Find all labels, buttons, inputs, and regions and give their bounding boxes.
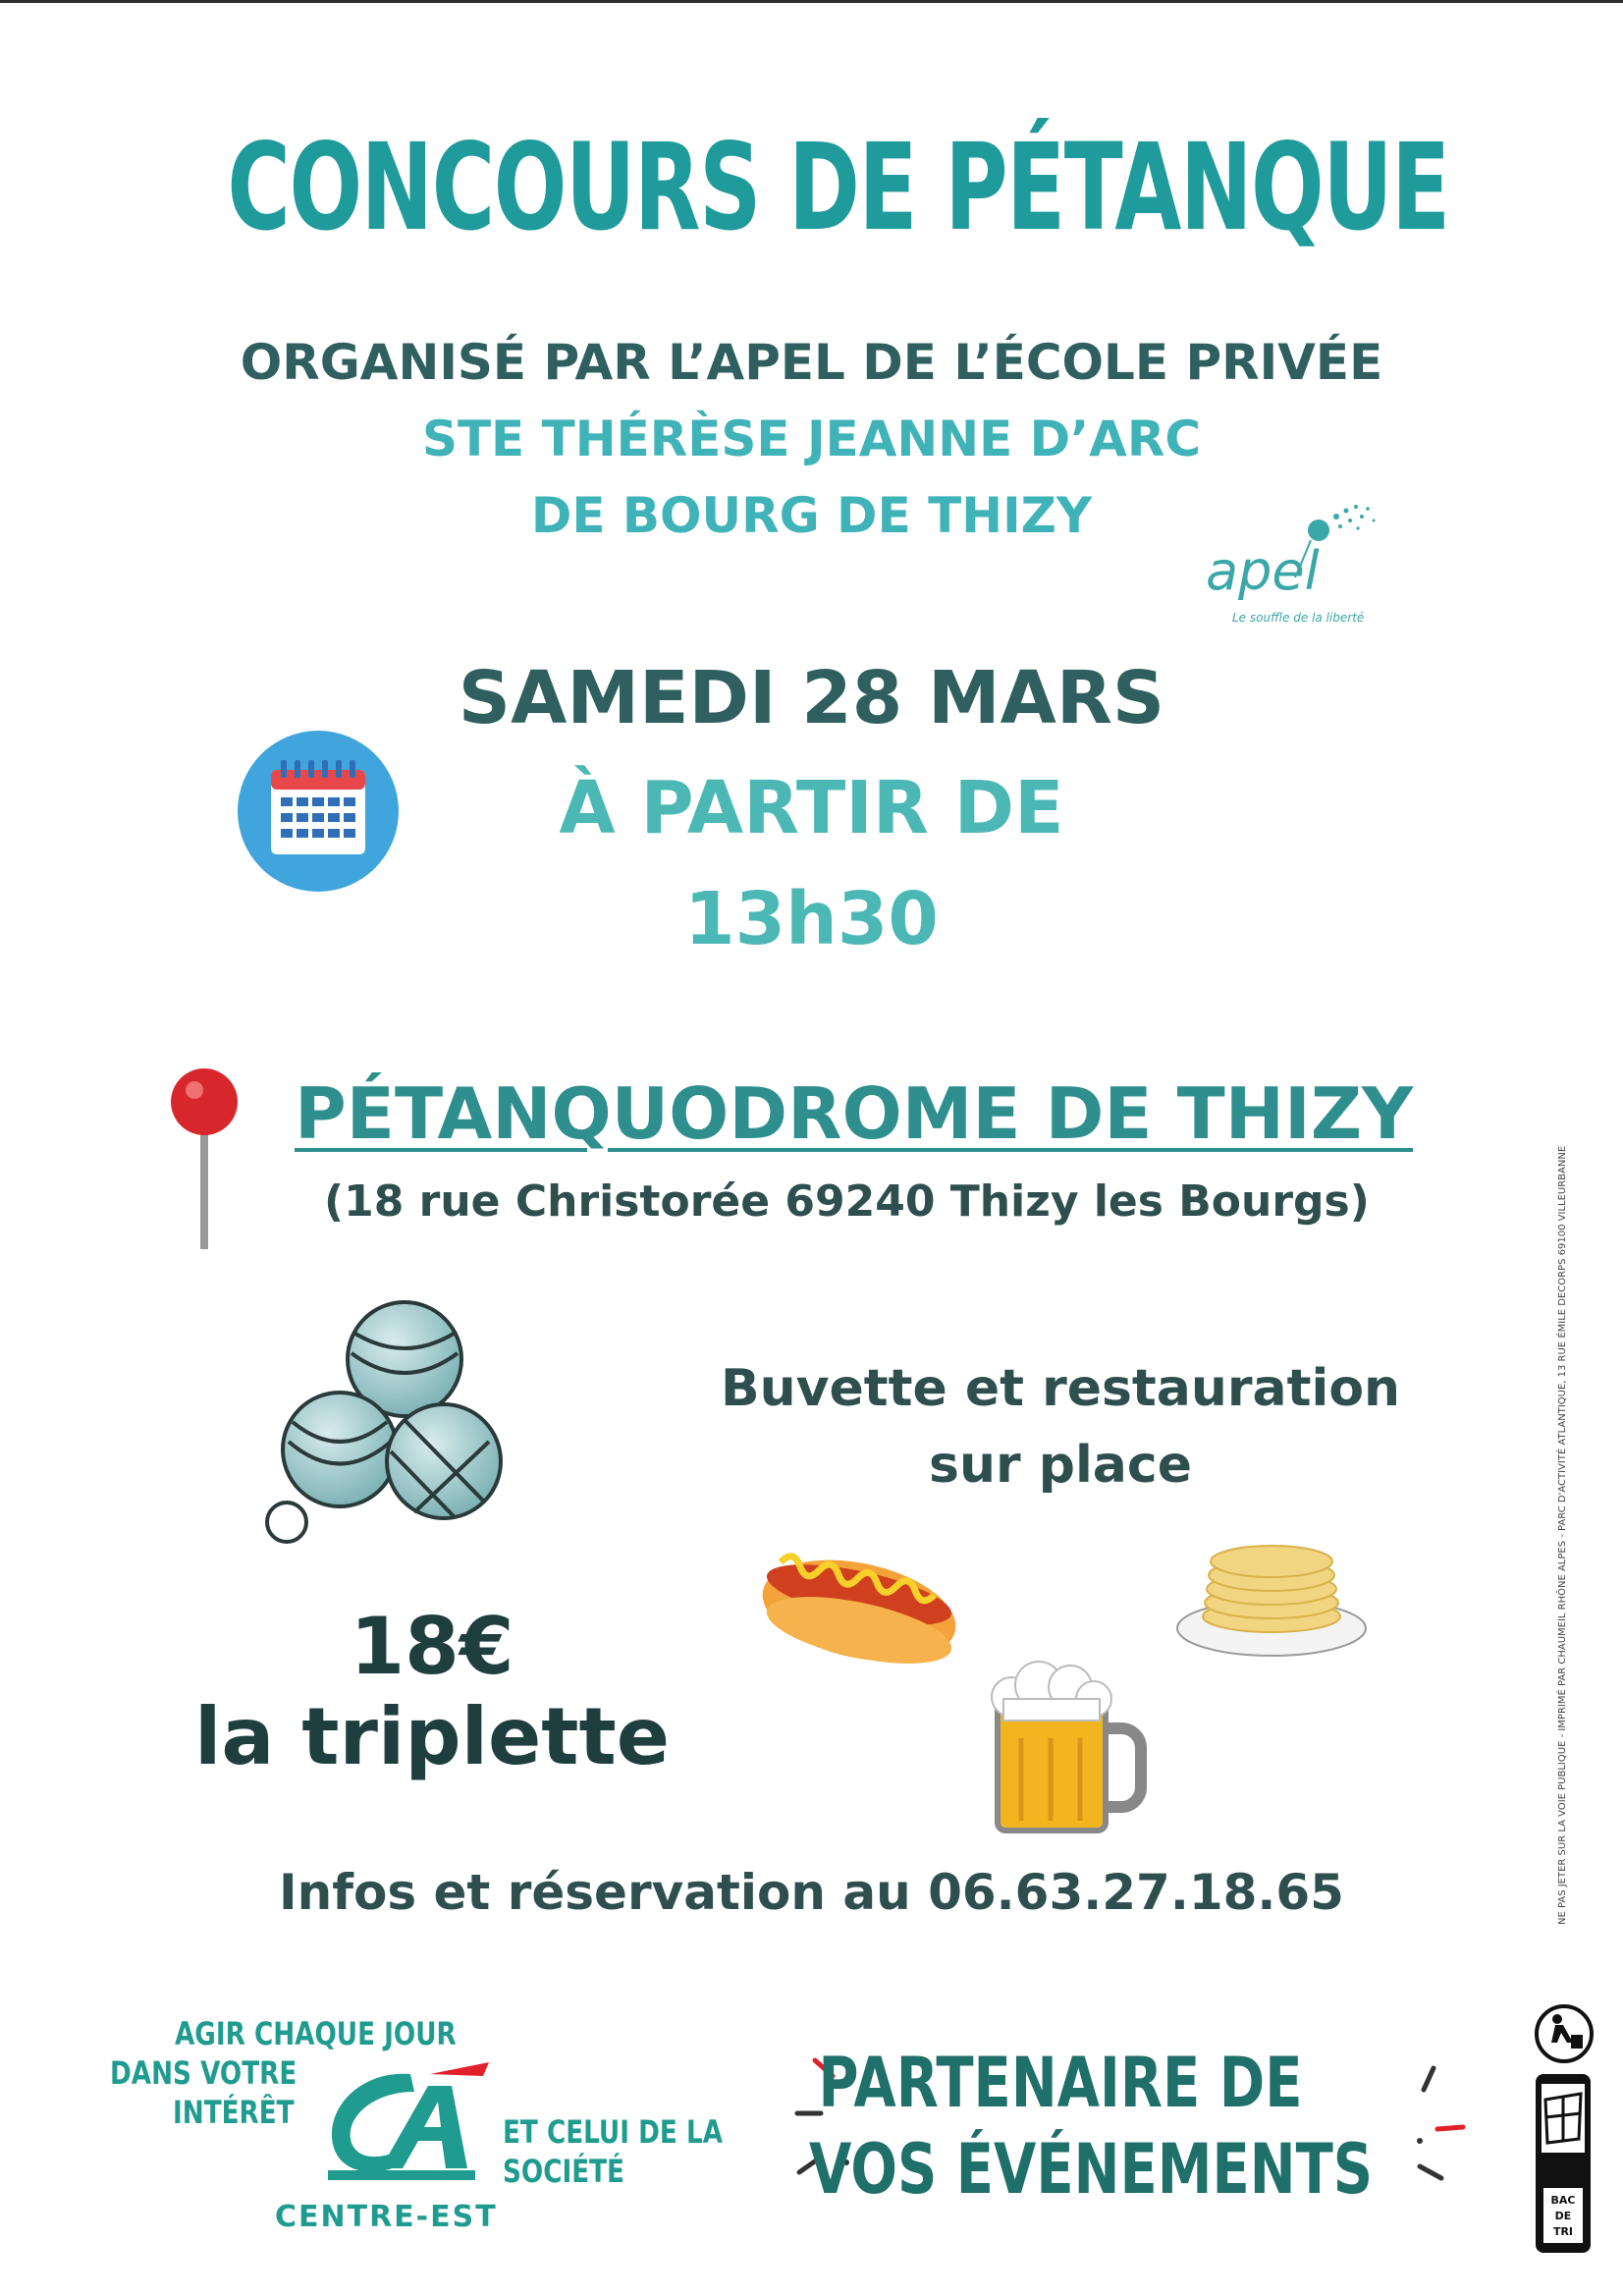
price-amount: 18€ bbox=[350, 1601, 514, 1692]
bin-label-2: DE bbox=[1554, 2210, 1572, 2222]
venue-address: (18 rue Christorée 69240 Thizy les Bourgs) bbox=[324, 1176, 1370, 1227]
poster-title: CONCOURS DE PÉTANQUE bbox=[227, 118, 1449, 257]
sparkle-right-icon bbox=[1384, 2043, 1483, 2190]
top-border bbox=[0, 0, 1623, 3]
bin-label-3: TRI bbox=[1552, 2225, 1574, 2238]
event-time: 13h30 bbox=[684, 877, 939, 961]
bin-label-1: BAC bbox=[1550, 2194, 1576, 2207]
apel-logo-word: apel bbox=[1206, 540, 1320, 602]
sponsor-slogan-3: INTÉRÊT bbox=[173, 2094, 295, 2131]
legal-notice: NE PAS JETER SUR LA VOIE PUBLIQUE - IMPRIMÉ PAR CHAUMEIL RHÔNE ALPES - PARC D'ACTIVITÉ ATLANTIQUE, 13 RUE ÉMILE DECORPS 69100 VILLEURBANNE bbox=[1557, 1145, 1568, 1925]
crepes-icon bbox=[1173, 1532, 1370, 1660]
beer-icon bbox=[982, 1660, 1149, 1846]
partner-line-1: PARTENAIRE DE bbox=[818, 2043, 1303, 2123]
sponsor-slogan-1: AGIR CHAQUE JOUR bbox=[175, 2015, 457, 2052]
recycle-bin-icon bbox=[1532, 2070, 1595, 2257]
sponsor-slogan-5: SOCIÉTÉ bbox=[503, 2153, 624, 2190]
organizer-line-1: ORGANISÉ PAR L’APEL DE L’ÉCOLE PRIVÉE bbox=[240, 334, 1383, 391]
contact-info: Infos et réservation au 06.63.27.18.65 bbox=[279, 1864, 1344, 1921]
venue-name: PÉTANQUODROME DE THIZY bbox=[295, 1072, 1414, 1155]
tidyman-icon bbox=[1534, 2003, 1595, 2064]
partner-line-2: VOS ÉVÉNEMENTS bbox=[809, 2129, 1374, 2210]
hotdog-icon bbox=[756, 1532, 962, 1669]
food-line-2: sur place bbox=[929, 1436, 1192, 1495]
calendar-icon bbox=[238, 731, 399, 892]
petanque-balls-icon bbox=[257, 1294, 513, 1550]
credit-agricole-logo bbox=[312, 2060, 495, 2186]
sponsor-slogan-2: DANS VOTRE bbox=[110, 2054, 298, 2092]
price-unit: la triplette bbox=[193, 1691, 671, 1782]
event-date: SAMEDI 28 MARS bbox=[458, 656, 1165, 740]
event-start-label: À PARTIR DE bbox=[559, 766, 1064, 850]
apel-logo-tagline: Le souffle de la liberté bbox=[1232, 611, 1365, 625]
organizer-line-2: STE THÉRÈSE JEANNE D’ARC bbox=[421, 410, 1202, 467]
sponsor-region: CENTRE-EST bbox=[275, 2200, 498, 2234]
organizer-line-3: DE BOURG DE THIZY bbox=[530, 487, 1093, 544]
map-pin-icon bbox=[165, 1063, 243, 1255]
food-line-1: Buvette et restauration bbox=[720, 1359, 1401, 1418]
sponsor-slogan-4: ET CELUI DE LA bbox=[503, 2113, 724, 2151]
